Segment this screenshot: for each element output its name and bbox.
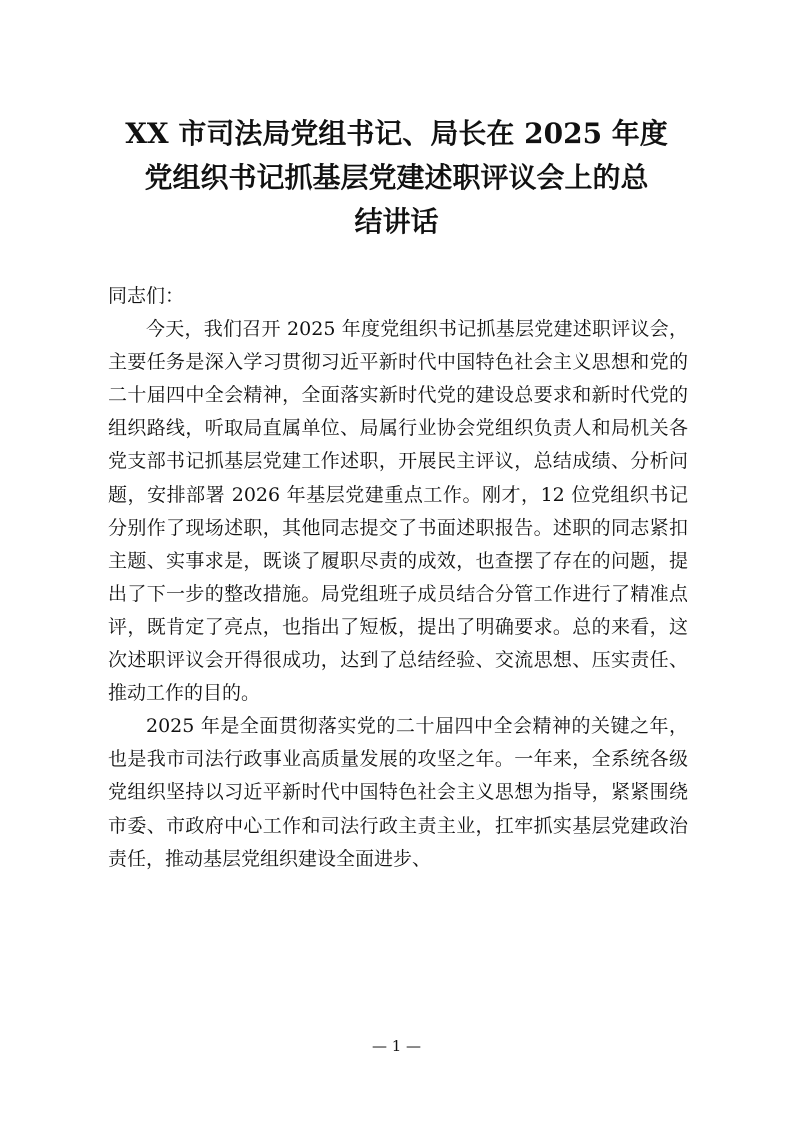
- paragraph-2: 2025 年是全面贯彻落实党的二十届四中全会精神的关键之年，也是我市司法行政事业高质量发展的攻坚之年。一年来，全系统各级党组织坚持以习近平新时代中国特色社会主义思想为指导，紧紧围绕市委、市政府中心工作和司法行政主责主业，扛牢抓实基层党建政治责任，推动基层党组织建设全面进步、: [108, 715, 688, 870]
- document-body: [108, 280, 688, 876]
- paragraph-1: 今天，我们召开 2025 年度党组织书记抓基层党建述职评议会，主要任务是深入学习贯彻习近平新时代中国特色社会主义思想和党的二十届四中全会精神，全面落实新时代党的建设总要求和新时代党的组织路线，听取局直属单位、局属行业协会党组织负责人和局机关各党支部书记抓基层党建工作述职，开展民主评议，总结成绩、分析问题，安排部署 2026 年基层党建重点工作。刚才，12 位党组织书记分别作了现场述职，其他同志提交了书面述职报告。述职的同志紧扣主题、实事求是，既谈了履职尽责的成效，也查摆了存在的问题，提出了下一步的整改措施。局党组班子成员结合分管工作进行了精准点评，既肯定了亮点，也指出了短板，提出了明确要求。总的来看，这次述职评议会开得很成功，达到了总结经验、交流思想、压实责任、推动工作的目的。: [108, 318, 688, 705]
- title-line-3: 结讲话: [354, 205, 439, 238]
- document-title: [100, 112, 693, 244]
- title-line-2: 党组织书记抓基层党建述职评议会上的总: [144, 161, 649, 194]
- salutation: 同志们：: [108, 285, 185, 307]
- title-line-1: XX 市司法局党组书记、局长在 2025 年度: [125, 117, 668, 150]
- page-number: — 1 —: [371, 1037, 422, 1055]
